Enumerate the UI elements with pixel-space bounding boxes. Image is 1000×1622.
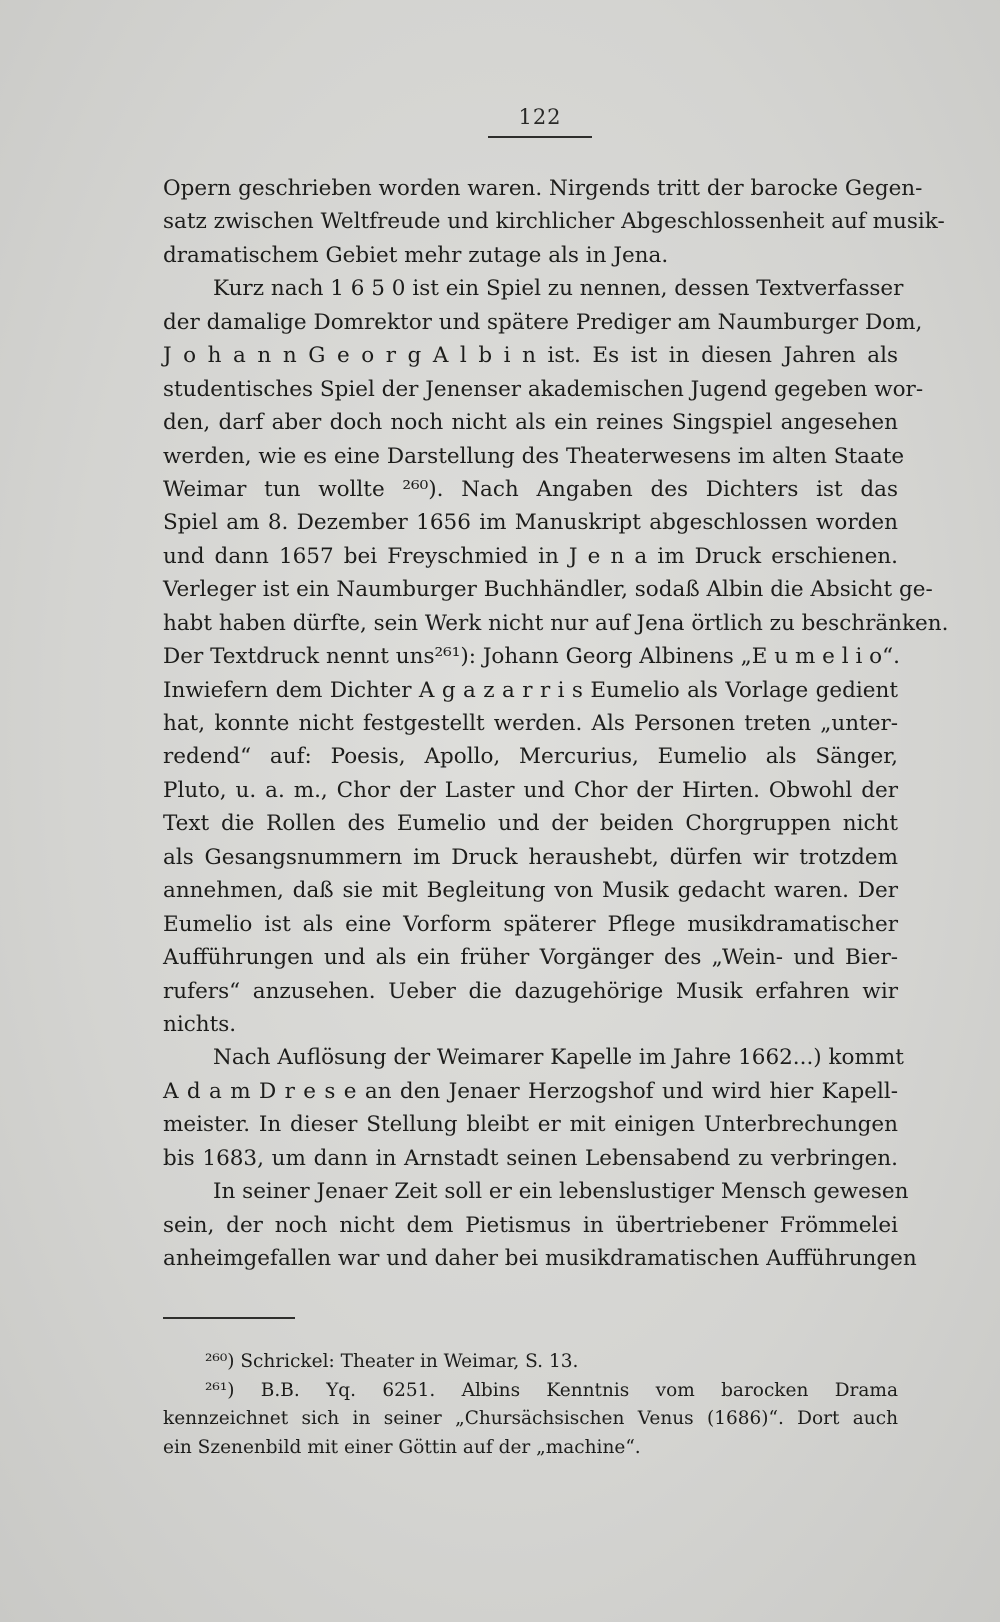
text-line: annehmen, daß sie mit Begleitung von Musik gedacht waren. Der [163,878,898,904]
text-line: werden, wie es eine Darstellung des Theaterwesens im alten Staate [163,443,905,469]
text-line: und dann 1657 bei Freyschmied in J e n a im Druck erschienen. [163,543,898,569]
text-line: J o h a n n G e o r g A l b i n ist. Es ist in diesen Jahren als [163,343,898,369]
text-line: In seiner Jenaer Zeit soll er ein lebenslustiger Mensch gewesen [213,1179,909,1205]
text-line: Eumelio ist als eine Vorform späterer Pflege musikdramatischer [163,911,898,937]
text-line: nichts. [163,1011,237,1037]
footnote-line: ²⁶¹) B.B. Yq. 6251. Albins Kenntnis vom barocken Drama [205,1379,898,1401]
page-number: 122 [518,105,562,129]
footnotes [163,1348,898,1462]
text-line: Nach Auflösung der Weimarer Kapelle im Jahre 1662...) kommt [213,1045,904,1071]
text-line: der damalige Domrektor und spätere Prediger am Naumburger Dom, [163,309,923,335]
text-line: Kurz nach 1 6 5 0 ist ein Spiel zu nennen, dessen Textverfasser [213,276,904,302]
text-line: Aufführungen und als ein früher Vorgänger des „Wein- und Bier- [163,945,898,971]
footnote-rule [163,1317,295,1319]
text-line: satz zwischen Weltfreude und kirchlicher Abgeschlossenheit auf musik- [163,209,945,235]
text-line: Der Textdruck nennt uns²⁶¹): Johann Georg Albinens „E u m e l i o“. [163,644,900,670]
text-line: dramatischem Gebiet mehr zutage als in Jena. [163,242,669,268]
text-line: hat, konnte nicht festgestellt werden. Als Personen treten „unter- [163,711,898,736]
text-line: studentisches Spiel der Jenenser akademischen Jugend gegeben wor- [163,376,924,402]
text-line: Opern geschrieben worden waren. Nirgends tritt der barocke Gegen- [163,176,923,201]
text-line: Text die Rollen des Eumelio und der beiden Chorgruppen nicht [163,811,898,837]
text-line: Inwiefern dem Dichter A g a z a r r i s Eumelio als Vorlage gedient [163,677,898,703]
text-line: A d a m D r e s e an den Jenaer Herzogshof und wird hier Kapell- [163,1078,898,1104]
text-line: Pluto, u. a. m., Chor der Laster und Chor der Hirten. Obwohl der [163,777,898,803]
text-line: anheimgefallen war und daher bei musikdramatischen Aufführungen [163,1246,917,1271]
text-line: redend“ auf: Poesis, Apollo, Mercurius, Eumelio als Sänger, [163,744,898,770]
footnote-line: ein Szenenbild mit einer Göttin auf der „machine“. [163,1436,641,1458]
text-line: bis 1683, um dann in Arnstadt seinen Lebensabend zu verbringen. [163,1145,898,1171]
header-rule [488,136,592,138]
text-line: Spiel am 8. Dezember 1656 im Manuskript abgeschlossen worden [163,510,898,536]
text-line: habt haben dürfte, sein Werk nicht nur auf Jena örtlich zu beschränken. [163,610,949,636]
footnote-line: kennzeichnet sich in seiner „Chursächsischen Venus (1686)“. Dort auch [163,1408,898,1429]
text-line: meister. In dieser Stellung bleibt er mit einigen Unterbrechungen [163,1112,898,1138]
text-line: den, darf aber doch noch nicht als ein reines Singspiel angesehen [163,410,898,436]
body-text [163,172,949,1275]
text-line: als Gesangsnummern im Druck heraushebt, dürfen wir trotzdem [163,844,898,870]
text-line: Weimar tun wollte ²⁶⁰). Nach Angaben des Dichters ist das [163,476,898,502]
text-line: sein, der noch nicht dem Pietismus in übertriebener Frömmelei [163,1212,898,1238]
text-line: Verleger ist ein Naumburger Buchhändler, sodaß Albin die Absicht ge- [163,577,933,603]
text-line: rufers“ anzusehen. Ueber die dazugehörige Musik erfahren wir [163,978,898,1004]
footnote-line: ²⁶⁰) Schrickel: Theater in Weimar, S. 13. [205,1351,579,1372]
